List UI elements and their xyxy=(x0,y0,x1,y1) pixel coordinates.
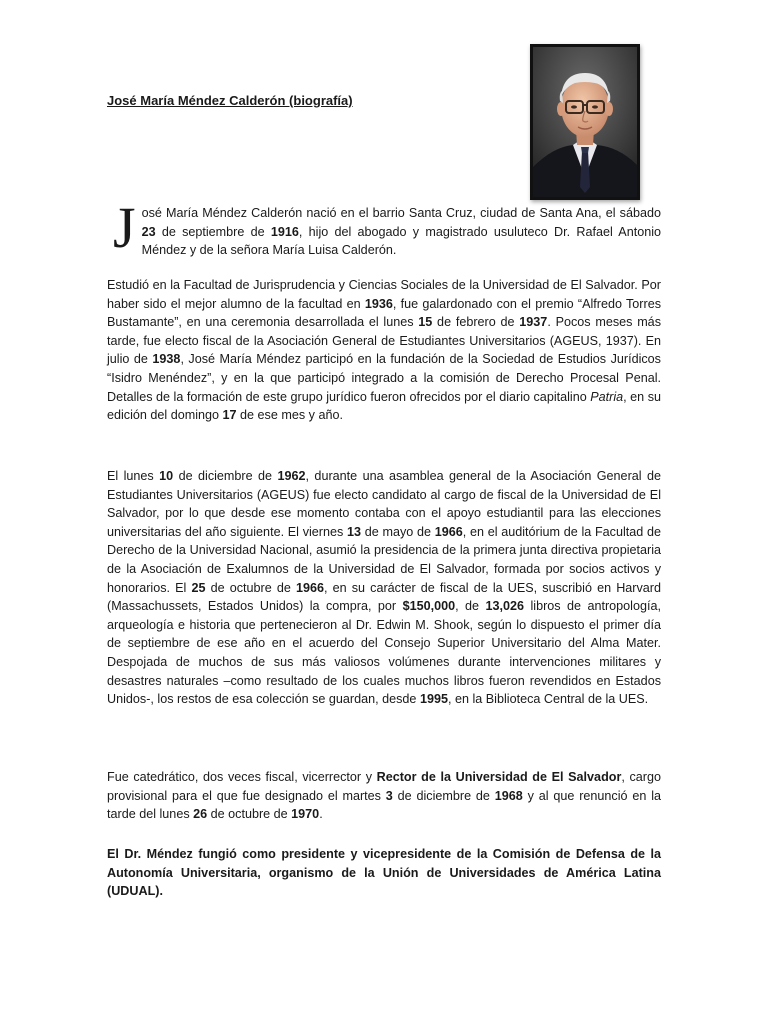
paragraph-birth xyxy=(107,195,662,260)
text-span: de febrero de xyxy=(432,315,520,330)
text-span: , en su edición del domingo xyxy=(107,389,661,423)
paragraph-udual xyxy=(107,845,661,901)
text-span: de octubre de xyxy=(205,580,296,595)
drop-cap: J xyxy=(113,195,136,260)
portrait-photo xyxy=(530,44,640,200)
bold-span: 1966 xyxy=(295,580,324,595)
text-span: de ese mes y año. xyxy=(236,408,343,423)
text-span: . xyxy=(319,807,323,822)
paragraph-education xyxy=(107,276,661,425)
text-span: , en su carácter de fiscal de la UES, suscribió en Harvard (Massachussets, Estados Unidos) la compra, por xyxy=(107,580,661,614)
bold-span: 1937 xyxy=(519,315,548,330)
text-span: , durante una asamblea general de la Asociación General de Estudiantes Universitarios (AGEUS) fue electo candidato al cargo de fiscal de la Universidad de El Salvador, por lo que desde ese momento contaba con el apoyo estudiantil para las elecciones universitarias del año siguiente. El viernes xyxy=(107,469,661,539)
paragraph-rectorship xyxy=(107,768,661,824)
text-span: , fue galardonado con el premio “Alfredo Torres Bustamante”, en una ceremonia desarrollada el lunes xyxy=(107,296,662,330)
text-span: ). En julio de xyxy=(107,333,661,367)
text-span: , hijo del abogado y magistrado usuluteco Dr. Rafael Antonio Méndez y de la señora María Luisa Calderón. xyxy=(141,224,662,258)
text-span: y al que renunció en la tarde del lunes xyxy=(107,788,661,822)
text-span: Fue catedrático, dos veces fiscal, vicerrector y xyxy=(107,770,377,784)
bold-span: 1995 xyxy=(419,692,448,707)
paragraph-career xyxy=(107,467,661,709)
bold-span: 1970 xyxy=(291,807,320,822)
bold-span: 1916 xyxy=(270,224,299,239)
text-span: El lunes xyxy=(107,469,160,483)
portrait-image xyxy=(533,47,637,197)
text-span: de octubre de xyxy=(207,807,292,822)
text-span: de diciembre de xyxy=(392,788,495,803)
bold-span: 23 xyxy=(141,224,156,239)
bold-span: $150,000 xyxy=(402,599,456,614)
bold-span: 10 xyxy=(159,469,174,483)
text-span: de diciembre de xyxy=(173,469,278,483)
text-span: El Dr. Méndez fungió como presidente y vicepresidente de la Comisión de Defensa de la Autonomía Universitaria, organismo de la Unión de Universidades de América Latina (UDUAL). xyxy=(107,847,661,899)
bold-span: 13,026 xyxy=(485,599,525,614)
bold-span: 1938 xyxy=(152,352,181,367)
bold-span: 1962 xyxy=(277,469,306,483)
text-span: Estudió en la Facultad de Jurisprudencia y Ciencias Sociales de la Universidad de El Salvador. Por haber sido el mejor alumno de la facultad en xyxy=(107,278,661,311)
text-span: , en la Biblioteca Central de la UES. xyxy=(447,692,649,707)
bold-span: 26 xyxy=(193,807,208,822)
text-span: 1937 xyxy=(605,333,634,348)
bold-span: 25 xyxy=(191,580,206,595)
bold-span: 13 xyxy=(347,524,362,539)
bold-span: 1936 xyxy=(364,296,393,311)
italic-span: Patria xyxy=(590,389,624,404)
text-span: de septiembre de xyxy=(155,224,271,239)
bold-span: 3 xyxy=(385,788,393,803)
text-span: libros de antropología, arqueología e historia que pertenecieron al Dr. Edwin M. Shook, según lo dispuesto el primer día de septiembre de ese año en el acuerdo del Consejo Superior Universitario del Alma Mater. Despojada de muchos de sus más valiosos volúmenes durante intervenciones militares y desastres naturales –como resultado de los cuales muchos libros fueron revendidos en Estados Unidos-, los restos de esa colección se guardan, desde xyxy=(107,599,661,707)
text-span: , José María Méndez participó en la fundación de la Sociedad de Estudios Jurídicos “Isidro Menéndez”, y en la que participó integrado a la comisión de Derecho Procesal Penal. Detalles de la formación de este grupo jurídico fueron ofrecidos por el diario capitalino xyxy=(107,352,661,404)
text-span: , cargo provisional para el que fue designado el martes xyxy=(107,770,661,803)
text-span: , de xyxy=(455,599,486,614)
bold-span: 17 xyxy=(222,408,237,423)
bold-span: Rector de la Universidad de El Salvador xyxy=(376,770,622,784)
bold-span: 15 xyxy=(418,315,433,330)
bold-span: 1968 xyxy=(494,788,523,803)
bold-span: 1966 xyxy=(434,524,463,539)
text-span: osé María Méndez Calderón nació en el barrio Santa Cruz, ciudad de Santa Ana, el sábado xyxy=(141,206,661,220)
text-span: de mayo de xyxy=(361,524,435,539)
text-span: . Pocos meses más tarde, fue electo fiscal de la Asociación General de Estudiantes Universitarios (AGEUS, xyxy=(107,315,661,348)
document-title: José María Méndez Calderón (biografía) xyxy=(107,93,353,108)
text-span: , en el auditórium de la Facultad de Derecho de la Universidad Nacional, asumió la presidencia de la primera junta directiva propietaria de la Asociación de Exalumnos de la Universidad de El Salvador, formada por socios activos y honorarios. El xyxy=(107,524,661,595)
